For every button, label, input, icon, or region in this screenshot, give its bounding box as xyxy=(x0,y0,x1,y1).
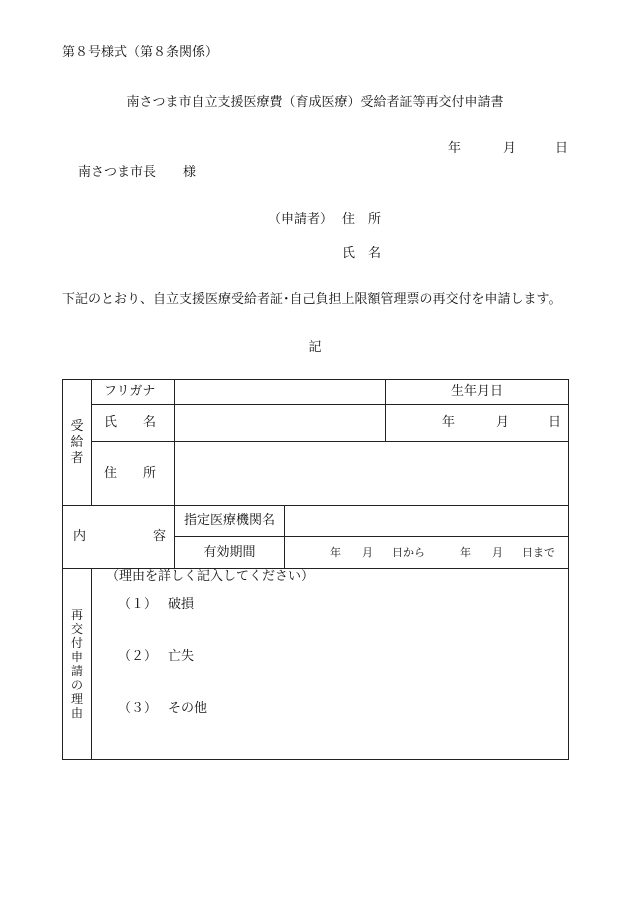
recipient-header: 受 給 者 xyxy=(63,380,92,506)
applicant-label: （申請者） xyxy=(268,212,334,227)
furigana-label: フリガナ xyxy=(92,380,175,405)
name-label: 氏 名 xyxy=(92,405,175,442)
date-day: 日 xyxy=(555,141,569,156)
birthdate-field[interactable]: 年 月 日 xyxy=(386,405,569,442)
reason-2-num: （２） xyxy=(118,649,158,664)
form-number: 第８号様式（第８条関係） xyxy=(62,45,219,60)
reason-header: 再 交 付 申 請 の 理 由 xyxy=(63,569,92,760)
addressee: 南さつま市長 xyxy=(78,165,157,180)
name-field[interactable] xyxy=(175,405,386,442)
ki-marker: 記 xyxy=(308,340,322,355)
form-title: 南さつま市自立支援医療費（育成医療）受給者証等再交付申請書 xyxy=(126,95,504,110)
date-year: 年 xyxy=(448,141,462,156)
address-label: 住 所 xyxy=(92,442,175,506)
address-field[interactable] xyxy=(175,442,569,506)
statement: 下記のとおり、自立支援医療受給者証･自己負担上限額管理票の再交付を申請します。 xyxy=(62,292,562,307)
reason-2-text: 亡失 xyxy=(168,649,195,664)
institution-label: 指定医療機関名 xyxy=(175,506,285,537)
furigana-field[interactable] xyxy=(175,380,386,405)
honorific: 様 xyxy=(183,165,197,180)
validity-label: 有効期間 xyxy=(175,537,285,569)
reason-instruction: （理由を詳しく記入してください） xyxy=(106,569,315,584)
date-month: 月 xyxy=(503,141,517,156)
institution-field[interactable] xyxy=(285,506,569,537)
reason-3-text: その他 xyxy=(168,701,208,716)
applicant-address-label: 住 所 xyxy=(342,212,382,227)
reason-3-num: （３） xyxy=(118,701,158,716)
reason-field[interactable] xyxy=(92,569,569,760)
reason-1-text: 破損 xyxy=(168,597,195,612)
validity-field[interactable]: 年 月 日から 年 月 日まで xyxy=(285,537,569,569)
content-label: 内 容 xyxy=(63,506,175,569)
birthdate-label: 生年月日 xyxy=(386,380,569,405)
application-table xyxy=(62,379,569,760)
reason-1-num: （１） xyxy=(118,597,158,612)
applicant-name-label: 氏 名 xyxy=(342,246,382,261)
